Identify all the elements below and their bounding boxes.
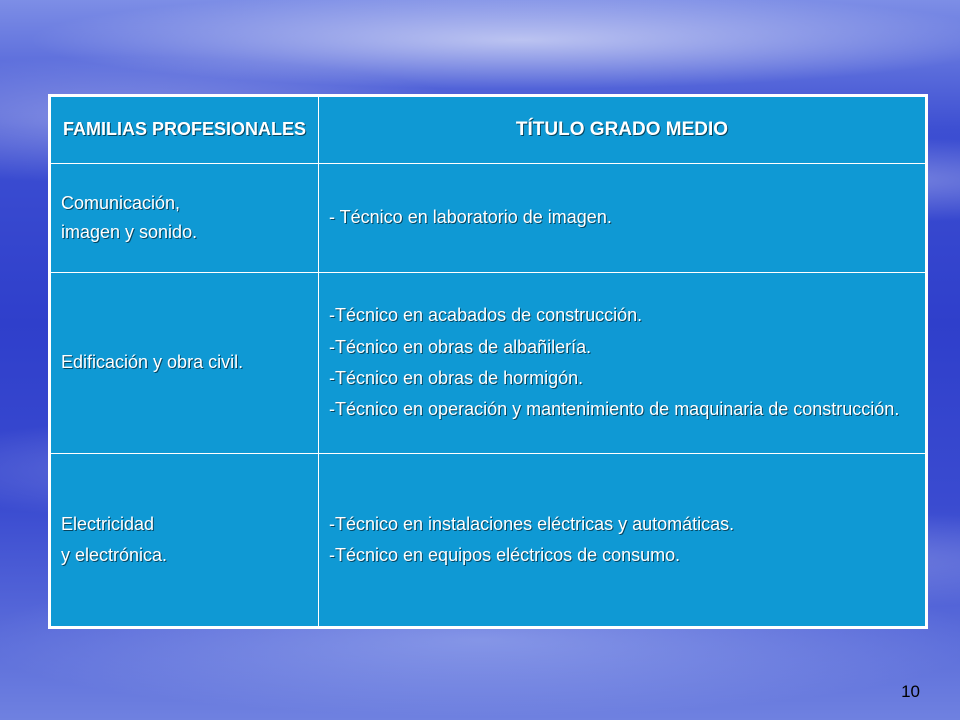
titles-cell bbox=[319, 164, 927, 273]
table-row bbox=[50, 164, 927, 273]
title-item: -Técnico en acabados de construcción. bbox=[329, 305, 643, 326]
title-item: -Técnico en operación y mantenimiento de maquinaria de construcción. bbox=[329, 399, 900, 420]
table-row bbox=[50, 273, 927, 454]
family-name-line: imagen y sonido. bbox=[61, 222, 198, 242]
header-title-cell: TÍTULO GRADO MEDIO bbox=[319, 96, 927, 164]
title-item: -Técnico en obras de albañilería. bbox=[329, 336, 592, 357]
titles-cell bbox=[319, 454, 927, 628]
table-header-row bbox=[50, 96, 927, 164]
professional-families-table bbox=[48, 94, 928, 629]
title-item: -Técnico en obras de hormigón. bbox=[329, 368, 584, 388]
family-name-line: y electrónica. bbox=[61, 545, 168, 565]
family-cell bbox=[50, 164, 319, 273]
titles-cell bbox=[319, 273, 927, 454]
family-name-line: Electricidad bbox=[61, 513, 155, 534]
family-cell bbox=[50, 273, 319, 454]
title-item: -Técnico en instalaciones eléctricas y automáticas. bbox=[329, 513, 735, 534]
table-row bbox=[50, 454, 927, 628]
family-name-line: Edificación y obra civil. bbox=[61, 352, 244, 373]
header-families-cell: FAMILIAS PROFESIONALES bbox=[50, 96, 319, 164]
family-name-line: Comunicación, bbox=[61, 192, 181, 213]
page-number: 10 bbox=[901, 682, 920, 701]
title-item: -Técnico en equipos eléctricos de consumo. bbox=[329, 545, 681, 565]
family-cell bbox=[50, 454, 319, 628]
title-item: - Técnico en laboratorio de imagen. bbox=[329, 207, 612, 228]
